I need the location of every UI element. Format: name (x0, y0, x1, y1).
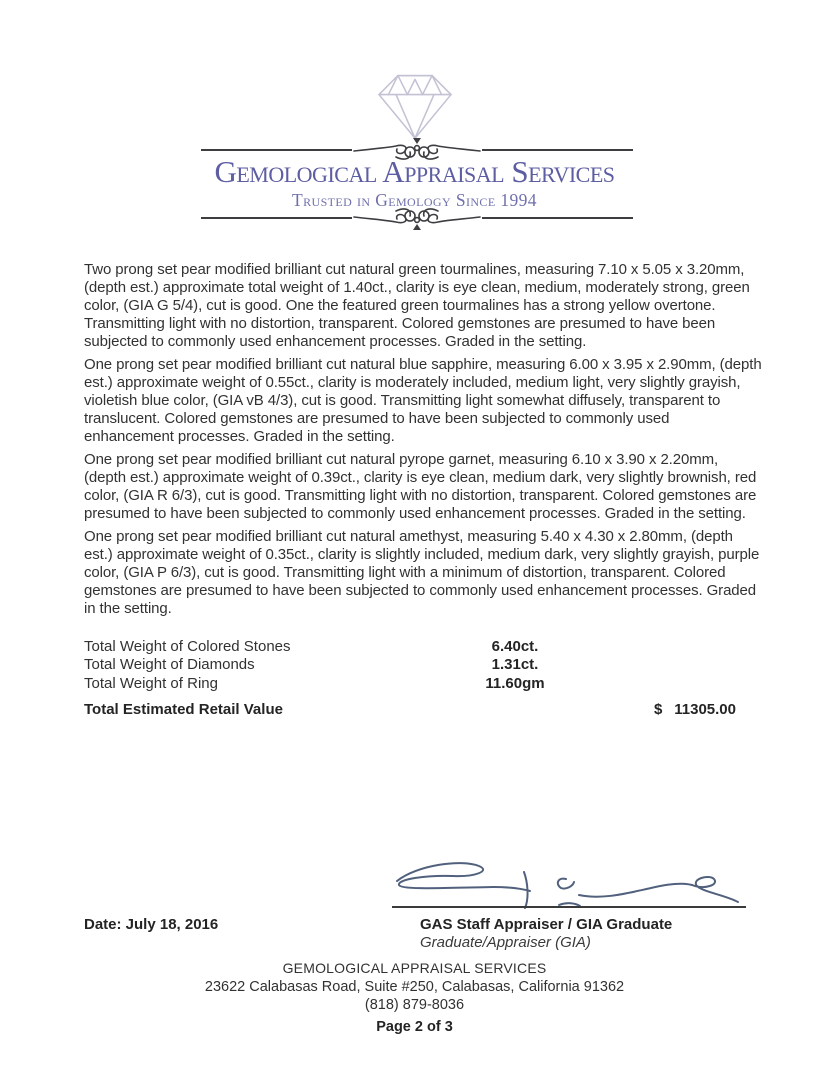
footer-phone: (818) 879-8036 (364, 997, 465, 1013)
weight-value: 11.60gm (485, 674, 545, 692)
page-number: Page 2 of 3 (376, 1018, 453, 1035)
appraisal-body (84, 261, 762, 623)
header-divider-bottom (201, 206, 633, 230)
appraisal-paragraph-garnet: One prong set pear modified brilliant cut natural pyrope garnet, measuring 6.10 x 3.90 x 2.20mm, (depth est.) approximate weight of 0.39ct., clarity is eye clean, medium dark, very slightly brownish, red color, (GIA R 6/3), cut is good. Transmitting light with no distortion, transparent. Colored gemstones are presumed to have been subjected to commonly used enhancement processes. Graded in the setting. (84, 451, 757, 522)
weight-value: 6.40ct. (491, 638, 539, 655)
signer-subtitle: Graduate/Appraiser (GIA) (420, 934, 591, 951)
footer-address: 23622 Calabasas Road, Suite #250, Calabasas, California 91362 (204, 978, 625, 995)
weight-value: 1.31ct. (491, 656, 539, 674)
divider-line (201, 217, 352, 219)
appraisal-paragraph-tourmalines: Two prong set pear modified brilliant cut natural green tourmalines, measuring 7.10 x 5.05 x 3.20mm, (depth est.) approximate total weight of 1.40ct., clarity is eye clean, medium, moderately strong, green color, (GIA G 5/4), cut is good. One the featured green tourmalines has a strong yellow overtone. Transmitting light with no distortion, transparent. Colored gemstones are presumed to have been subjected to commonly used enhancement processes. Graded in the setting. (84, 261, 750, 350)
retail-value-amount (654, 701, 736, 718)
table-row (84, 675, 644, 693)
diamond-logo-icon (0, 68, 829, 142)
weight-label: Total Weight of Colored Stones (84, 638, 291, 655)
weights-table (84, 638, 644, 693)
footer-company-name: GEMOLOGICAL APPRAISAL SERVICES (282, 960, 547, 976)
divider-line (482, 217, 633, 219)
document-footer (0, 959, 829, 1036)
table-row (84, 638, 644, 656)
company-title: Gemological Appraisal Services (214, 154, 615, 189)
retail-value-number: 11305.00 (674, 701, 736, 718)
divider-line (201, 149, 352, 151)
signature-underline (392, 906, 746, 908)
divider-line (482, 149, 633, 151)
currency-symbol: $ (654, 701, 663, 718)
retail-value-label: Total Estimated Retail Value (84, 701, 283, 718)
date-label: Date: July 18, 2016 (84, 916, 219, 933)
scroll-flourish-icon (352, 205, 482, 231)
weight-label: Total Weight of Diamonds (84, 656, 255, 674)
company-tagline: Trusted in Gemology Since 1994 (292, 190, 537, 210)
weight-label: Total Weight of Ring (84, 674, 218, 692)
appraiser-signature-image (383, 855, 748, 909)
appraisal-paragraph-sapphire: One prong set pear modified brilliant cut natural blue sapphire, measuring 6.00 x 3.95 x 2.90mm, (depth est.) approximate weight of 0.55ct., clarity is moderately included, medium light, very slightly grayish, violetish blue color, (GIA vB 4/3), cut is good. Transmitting light somewhat diffusely, transparent to translucent. Colored gemstones are presumed to have been subjected to commonly used enhancement processes. Graded in the setting. (84, 356, 762, 445)
appraisal-paragraph-amethyst: One prong set pear modified brilliant cut natural amethyst, measuring 5.40 x 4.30 x 2.80mm, (depth est.) approximate weight of 0.35ct., clarity is slightly included, medium dark, very slightly grayish, purple color, (GIA P 6/3), cut is good. Transmitting light with a minimum of distortion, transparent. Colored gemstones are presumed to have been subjected to commonly used enhancement processes. Graded in the setting. (84, 528, 760, 617)
signer-title: GAS Staff Appraiser / GIA Graduate (420, 916, 673, 933)
table-row (84, 656, 644, 674)
